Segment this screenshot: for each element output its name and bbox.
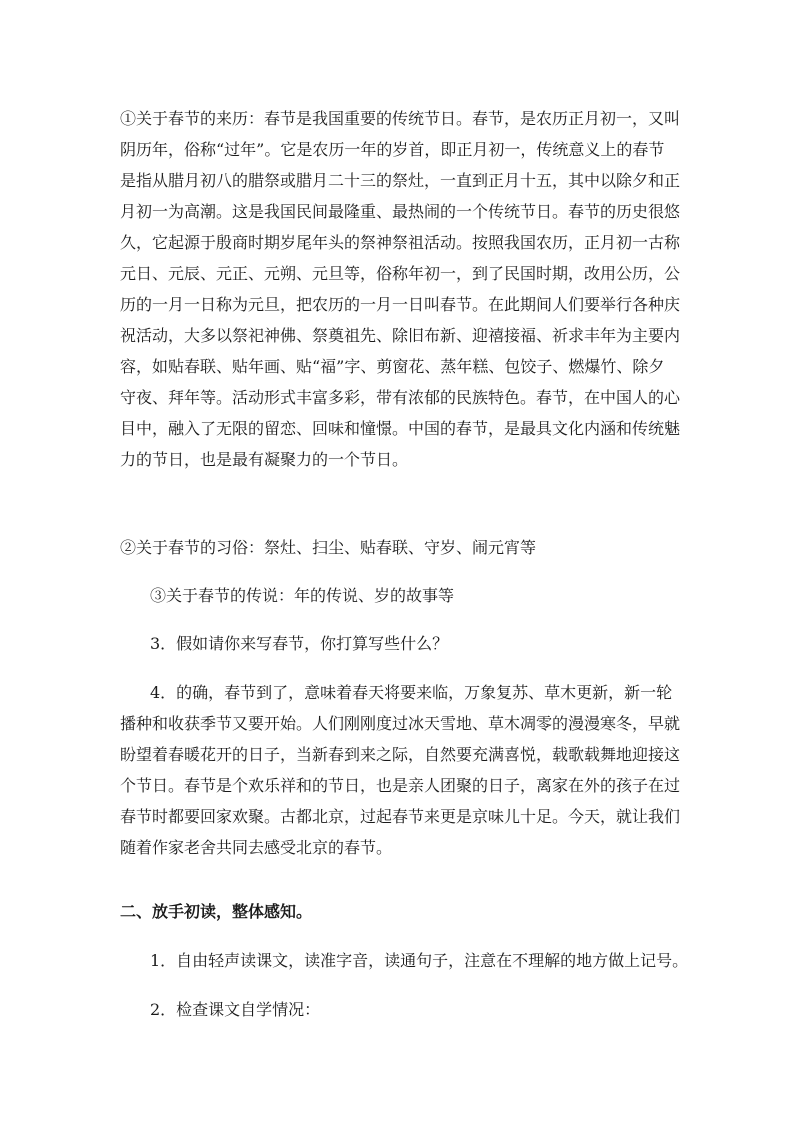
text-line: 力的节日，也是最有凝聚力的一个节日。 [120, 450, 409, 469]
paragraph-origin [120, 105, 680, 474]
text-line: 目中，融入了无限的留恋、回味和憧憬。中国的春节，是最具文化内涵和传统魅 [120, 419, 681, 438]
text-line: 盼望着春暖花开的日子，当新春到来之际，自然要充满喜悦，载歌载舞地迎接这 [120, 745, 681, 764]
text-line: 播种和收获季节又要开始。人们刚刚度过冰天雪地、草木凋零的漫漫寒冬，早就 [120, 714, 681, 733]
text-line: ①关于春节的来历：春节是我国重要的传统节日。春节，是农历正月初一，又叫 [120, 109, 681, 128]
text-line: 久，它起源于殷商时期岁尾年头的祭神祭祖活动。按照我国农历，正月初一古称 [120, 233, 681, 252]
text-line: 月初一为高潮。这是我国民间最隆重、最热闹的一个传统节日。春节的历史很悠 [120, 202, 681, 221]
text-line: 随着作家老舍共同去感受北京的春节。 [120, 838, 393, 857]
text-line: 是指从腊月初八的腊祭或腊月二十三的祭灶，一直到正月十五，其中以除夕和正 [120, 171, 681, 190]
paragraph-4 [120, 679, 680, 862]
text-line: 守夜、拜年等。活动形式丰富多彩，带有浓郁的民族特色。春节，在中国人的心 [120, 388, 681, 407]
text-line: 春节时都要回家欢聚。古都北京，过起春节来更是京味儿十足。今天，就让我们 [120, 807, 681, 826]
section-heading [120, 898, 680, 926]
text-line: 3．假如请你来写春节，你打算写些什么？ [150, 634, 449, 653]
text-line: 历的一月一日称为元旦，把农历的一月一日叫春节。在此期间人们要举行各种庆 [120, 295, 681, 314]
text-line: 祝活动，大多以祭祀神佛、祭奠祖先、除旧布新、迎禧接福、祈求丰年为主要内 [120, 326, 681, 345]
heading-text: 二、放手初读，整体感知。 [120, 902, 313, 921]
text-line: 1．自由轻声读课文，读准字音，读通句子，注意在不理解的地方做上记号。 [150, 951, 689, 970]
text-line: ③关于春节的传说：年的传说、岁的故事等 [150, 586, 455, 605]
question-3 [150, 630, 710, 658]
text-line: 个节日。春节是个欢乐祥和的节日，也是亲人团聚的日子，离家在外的孩子在过 [120, 776, 681, 795]
text-line: ②关于春节的习俗：祭灶、扫尘、贴春联、守岁、闹元宵等 [120, 538, 537, 557]
paragraph-legends [150, 582, 710, 610]
text-line: 元日、元辰、元正、元朔、元旦等，俗称年初一，到了民国时期，改用公历，公 [120, 264, 681, 283]
paragraph-customs [120, 534, 680, 562]
text-line: 2．检查课文自学情况： [150, 1000, 321, 1019]
list-item-2 [150, 996, 710, 1024]
text-line: 4．的确，春节到了，意味着春天将要来临，万象复苏、草木更新，新一轮 [150, 683, 673, 702]
text-line: 容，如贴春联、贴年画、贴“福”字、剪窗花、蒸年糕、包饺子、燃爆竹、除夕 [120, 357, 665, 376]
text-line: 阴历年，俗称“过年”。它是农历一年的岁首，即正月初一，传统意义上的春节 [120, 140, 665, 159]
list-item-1 [150, 947, 710, 975]
